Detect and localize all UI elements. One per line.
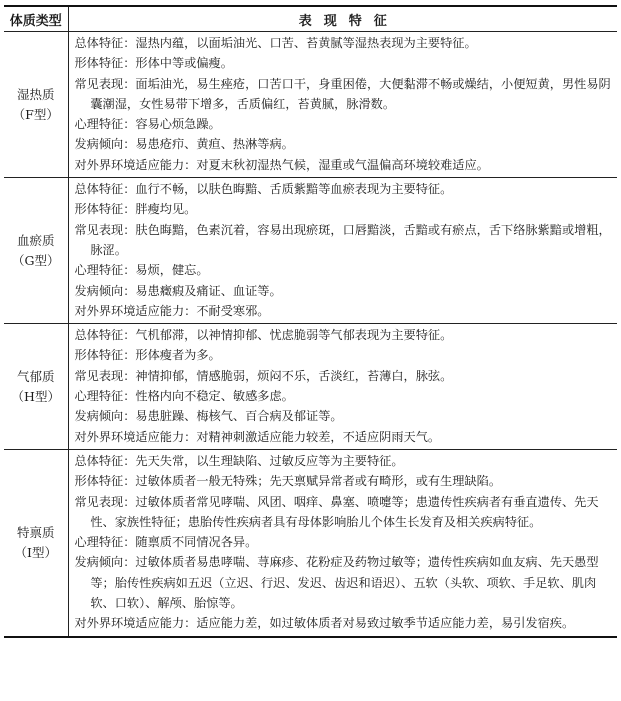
feature-disease-tendency: 发病倾向：易患疮疖、黄疸、热淋等病。 [74,137,294,152]
feature-physique: 形体特征：胖瘦均见。 [74,202,197,217]
feature-adaptability: 对外界环境适应能力：不耐受寒邪。 [74,303,270,318]
feature-disease-tendency: 发病倾向：过敏体质者易患哮喘、荨麻疹、花粉症及药物过敏等；遗传性疾病如血友病、先天愚型等；胎传性疾病如五迟（立迟、行迟、发迟、齿迟和语迟）、五软（头软、项软、手足软、肌肉软、口软）、解颅、胎惊等。 [74,555,599,611]
type-code: （G型） [12,252,60,268]
features-cell-qi-stagnation [68,324,617,450]
feature-common-signs: 常见表现：神情抑郁，情感脆弱，烦闷不乐，舌淡红，苔薄白，脉弦。 [74,368,453,383]
feature-overall: 总体特征：血行不畅，以肤色晦黯、舌质紫黯等血瘀表现为主要特征。 [74,182,453,197]
feature-psychology: 心理特征：易烦，健忘。 [74,263,209,278]
feature-overall: 总体特征：湿热内蕴，以面垢油光、口苦、苔黄腻等湿热表现为主要特征。 [74,36,477,50]
type-name: 特禀质 [16,524,55,540]
type-cell-damp-heat [4,32,68,178]
feature-adaptability: 对外界环境适应能力：对夏末秋初湿热气候，湿重或气温偏高环境较难适应。 [74,157,489,172]
feature-physique: 形体特征：过敏体质者一般无特殊；先天禀赋异常者或有畸形，或有生理缺陷。 [74,474,502,489]
feature-disease-tendency: 发病倾向：易患癥瘕及痛证、血证等。 [74,283,282,298]
type-code: （I型） [14,544,57,560]
header-features: 表现特征 [68,6,617,32]
table-row-special-diathesis [4,449,617,636]
table-header-row [4,6,617,32]
feature-common-signs: 常见表现：过敏体质者常见哮喘、风团、咽痒、鼻塞、喷嚏等；患遗传性疾病者有垂直遗传、先天性、家族性特征；患胎传性疾病者具有母体影响胎儿个体生长发育及相关疾病特征。 [74,494,599,529]
feature-adaptability: 对外界环境适应能力：对精神刺激适应能力较差，不适应阴雨天气。 [74,429,441,444]
feature-common-signs: 常见表现：肤色晦黯，色素沉着，容易出现瘀斑，口唇黯淡，舌黯或有瘀点，舌下络脉紫黯或增粗，脉涩。 [74,222,611,257]
feature-psychology: 心理特征：性格内向不稳定、敏感多虑。 [74,389,294,404]
header-constitution-type: 体质类型 [4,6,68,32]
type-cell-special-diathesis [4,449,68,636]
feature-psychology: 心理特征：随禀质不同情况各异。 [74,535,258,550]
feature-psychology: 心理特征：容易心烦急躁。 [74,117,221,132]
feature-physique: 形体特征：形体中等或偏瘦。 [74,56,233,71]
feature-common-signs: 常见表现：面垢油光，易生痤疮，口苦口干，身重困倦，大便黏滞不畅或燥结，小便短黄，男性易阴囊潮湿，女性易带下增多，舌质偏红，苔黄腻，脉滑数。 [74,76,611,111]
table-row-qi-stagnation [4,324,617,450]
features-cell-damp-heat [68,32,617,178]
table-row-damp-heat [4,32,617,178]
features-cell-special-diathesis [68,449,617,636]
type-name: 血瘀质 [16,232,55,248]
type-cell-blood-stasis [4,178,68,324]
feature-physique: 形体特征：形体瘦者为多。 [74,348,221,363]
type-name: 气郁质 [16,368,55,384]
feature-overall: 总体特征：气机郁滞，以神情抑郁、忧虑脆弱等气郁表现为主要特征。 [74,328,453,343]
feature-disease-tendency: 发病倾向：易患脏躁、梅核气、百合病及郁证等。 [74,409,343,424]
feature-adaptability: 对外界环境适应能力：适应能力差，如过敏体质者对易致过敏季节适应能力差，易引发宿疾。 [74,616,575,631]
type-code: （F型） [12,106,59,122]
features-cell-blood-stasis [68,178,617,324]
type-cell-qi-stagnation [4,324,68,450]
feature-overall: 总体特征：先天失常，以生理缺陷、过敏反应等为主要特征。 [74,453,404,468]
type-code: （H型） [11,388,60,404]
constitution-types-table [4,5,617,638]
table-row-blood-stasis [4,178,617,324]
type-name: 湿热质 [16,86,55,102]
